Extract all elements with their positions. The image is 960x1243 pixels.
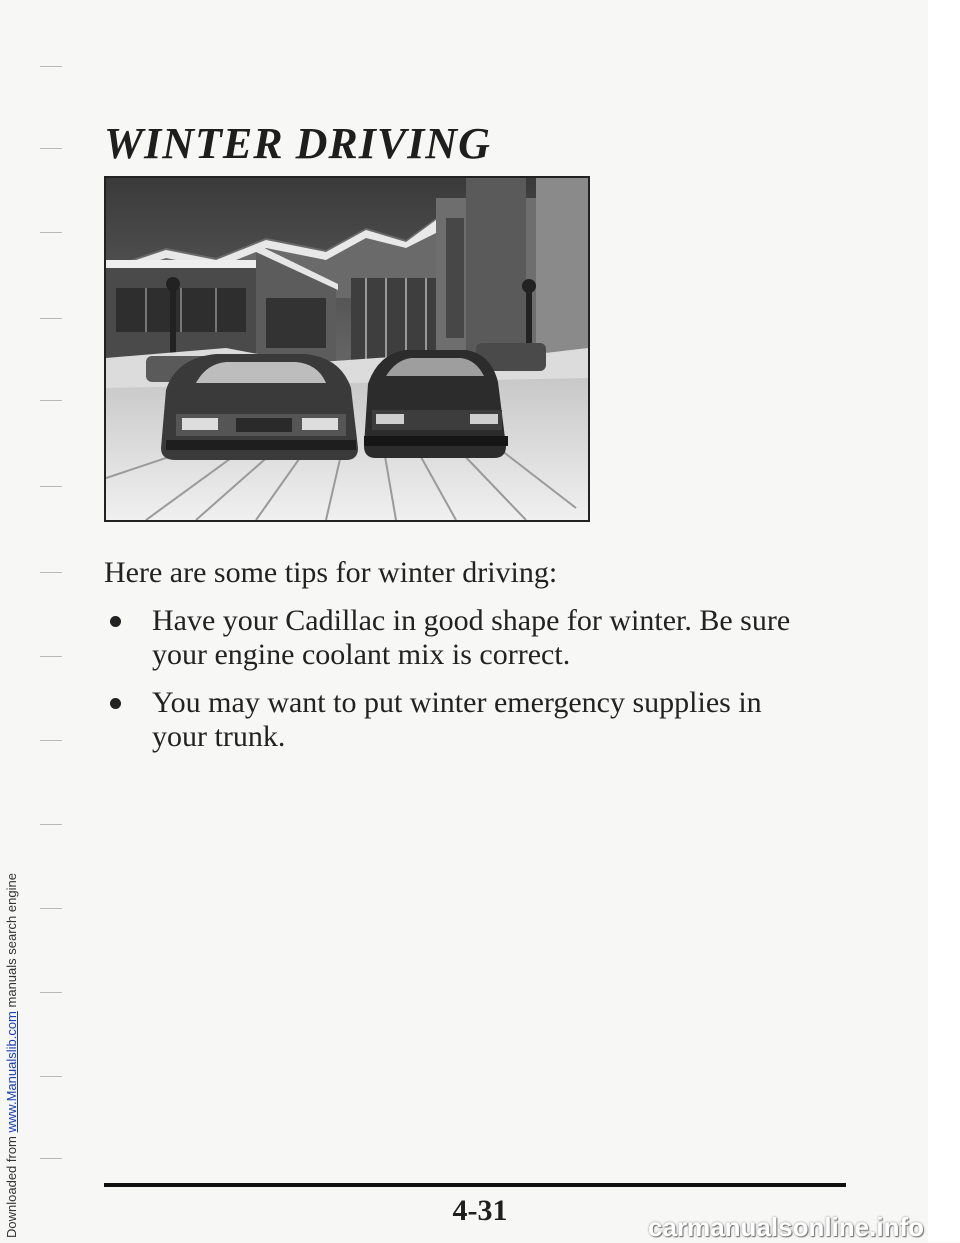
source-suffix: manuals search engine [4,873,19,1008]
manualslib-link[interactable]: www.Manualslib.com [4,1011,19,1133]
tip-text: You may want to put winter emergency supplies in your trunk. [152,686,762,753]
page-edge [928,0,960,1242]
site-watermark: carmanualsonline.info [648,1212,924,1242]
bullet-icon [110,698,121,709]
source-prefix: Downloaded from [4,1136,19,1238]
bullet-icon [110,616,121,627]
winter-scene-drawing [106,178,588,520]
download-source-note [4,873,19,1238]
winter-street-illustration [104,176,590,522]
tips-list [104,604,824,754]
tip-text: Have your Cadillac in good shape for winter. Be sure your engine coolant mix is correct. [152,604,791,671]
page-number: 4-31 [452,1194,508,1227]
intro-paragraph: Here are some tips for winter driving: [104,556,558,589]
tips-section [104,556,824,768]
list-item [104,686,824,754]
list-item [104,604,824,672]
footer-rule [104,1183,846,1187]
page-title: WINTER DRIVING [104,119,491,168]
